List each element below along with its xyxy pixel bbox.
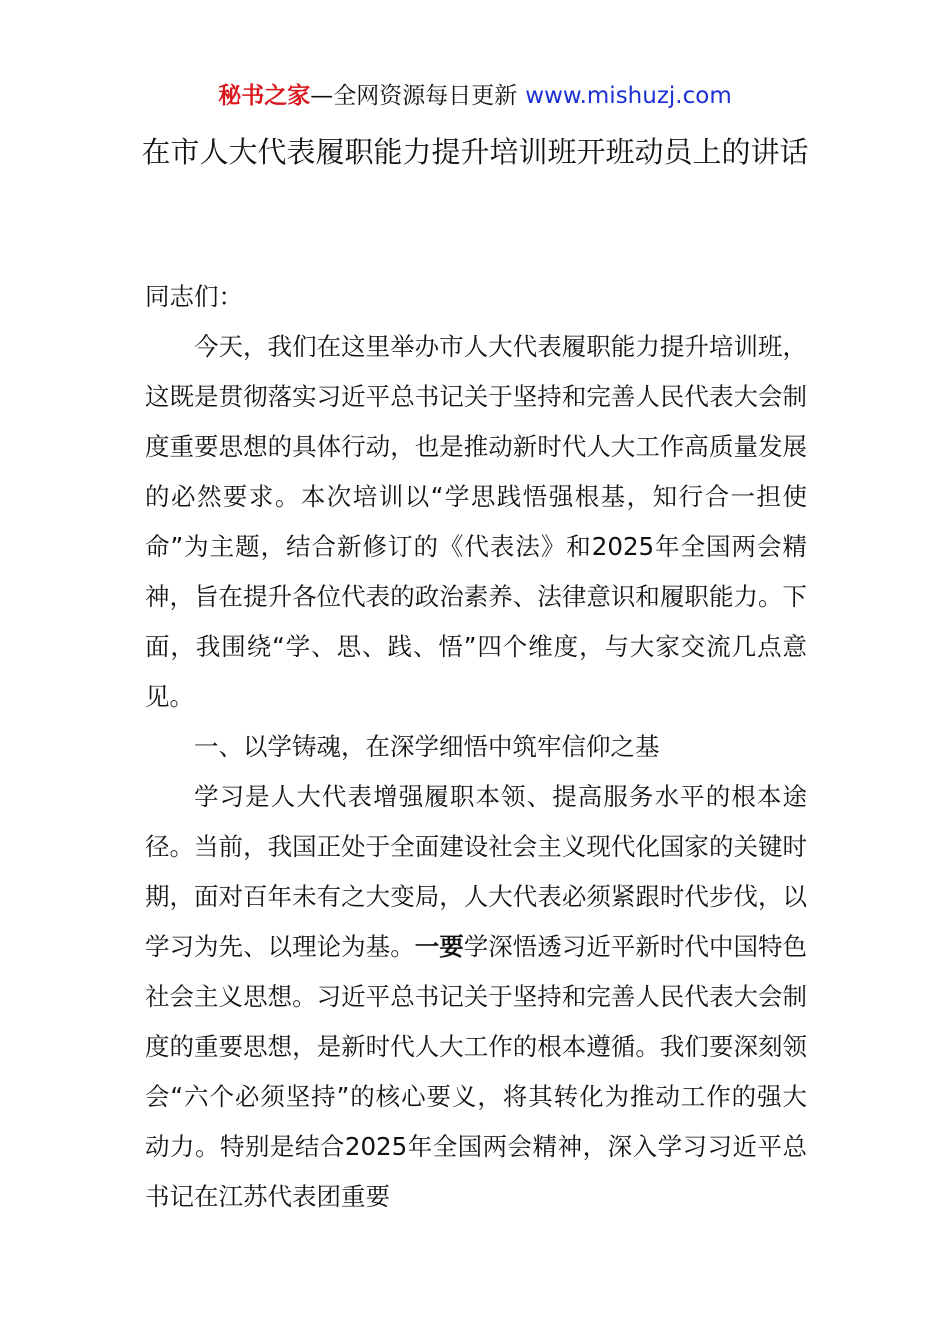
paragraph-study-lead: 学习是人大代表增强履职本领、提高服务水平的根本途径。当前，我国正处于全面建设社会主义现代化国家的关键时期，面对百年未有之大变局，人大代表必须紧跟时代步伐，以学习为先、以理论为基。 [145,782,807,961]
paragraph-study [145,772,807,1222]
section-heading-1: 一、以学铸魂，在深学细悟中筑牢信仰之基 [194,732,660,761]
site-name: 秘书之家 [218,83,311,109]
paragraph-study-rest: 学深悟透习近平新时代中国特色社会主义思想。习近平总书记关于坚持和完善人民代表大会制度的重要思想，是新时代人大工作的根本遵循。我们要深刻领会“六个必须坚持”的核心要义，将其转化为推动工作的强大动力。特别是结合2025年全国两会精神，深入学习习近平总书记在江苏代表团重要 [145,932,808,1211]
document-title: 在市人大代表履职能力提升培训班开班动员上的讲话 [141,135,809,169]
salutation: 同志们： [145,282,243,311]
paragraph-intro: 今天，我们在这里举办市人大代表履职能力提升培训班，这既是贯彻落实习近平总书记关于坚持和完善人民代表大会制度重要思想的具体行动，也是推动新时代人大工作高质量发展的必然要求。本次培训以“学思践悟强根基，知行合一担使命”为主题，结合新修订的《代表法》和2025年全国两会精神，旨在提升各位代表的政治素养、法律意识和履职能力。下面，我围绕“学、思、践、悟”四个维度，与大家交流几点意见。 [145,332,807,711]
document-body [145,272,807,1222]
site-tagline: —全网资源每日更新 [310,83,518,109]
paragraph-study-emphasis: 一要 [414,932,464,961]
site-url-link[interactable]: www.mishuzj.com [525,83,732,109]
site-header [0,80,950,112]
